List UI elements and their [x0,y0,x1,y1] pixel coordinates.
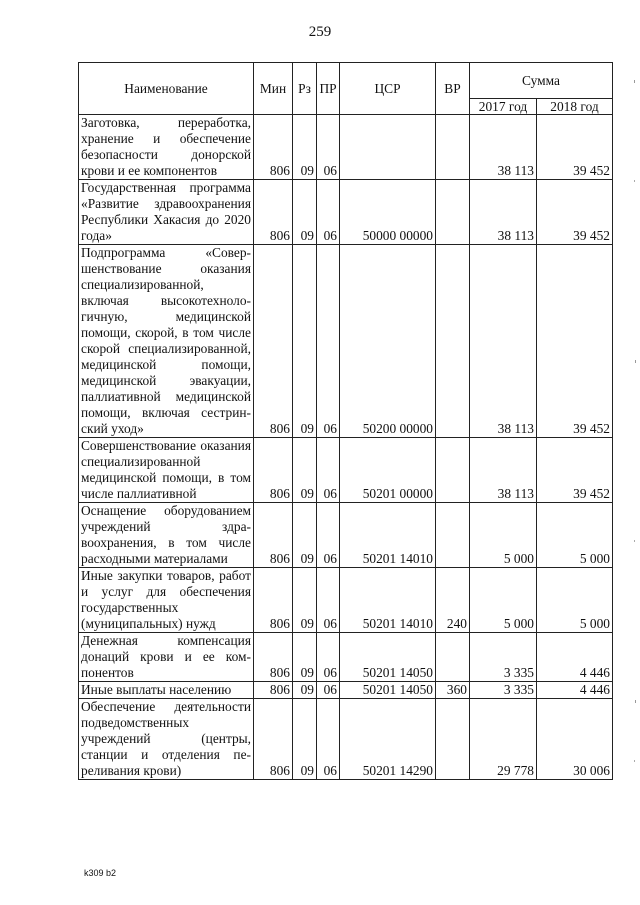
cell-sum-2018: 5 000 [537,503,613,568]
cell-sum-2017: 38 113 [470,245,537,438]
table-row [79,180,613,245]
cell-pr: 06 [317,633,340,682]
cell-sum-2017: 5 000 [470,503,537,568]
table-row [79,633,613,682]
cell-rz: 09 [293,180,317,245]
table-row [79,682,613,699]
cell-csr: 50201 14010 [340,568,436,633]
cell-rz: 09 [293,438,317,503]
cell-pr: 06 [317,245,340,438]
cell-sum-2017: 3 335 [470,682,537,699]
cell-csr: 50000 00000 [340,180,436,245]
table-body [79,115,613,780]
table-row [79,503,613,568]
cell-vr: 240 [436,568,470,633]
table-row [79,438,613,503]
cell-name: Иные закупки товаров, работ и услуг для обеспечения государственных (муниципальных) нужд [79,568,254,633]
cell-pr: 06 [317,438,340,503]
cell-name: Заготовка, переработка, хранение и обеспечение безопасности донорской крови и ее компонентов [79,115,254,180]
cell-min: 806 [254,245,293,438]
cell-min: 806 [254,115,293,180]
cell-sum-2017: 38 113 [470,115,537,180]
cell-pr: 06 [317,682,340,699]
table-row [79,568,613,633]
cell-vr [436,633,470,682]
cell-name: Иные выплаты населению [79,682,254,699]
cell-vr [436,438,470,503]
table-row [79,245,613,438]
cell-csr: 50201 14050 [340,633,436,682]
table-row [79,699,613,780]
cell-pr: 06 [317,699,340,780]
header-pr: ПР [317,63,340,115]
cell-pr: 06 [317,115,340,180]
cell-sum-2017: 38 113 [470,180,537,245]
cell-min: 806 [254,438,293,503]
cell-rz: 09 [293,568,317,633]
cell-csr: 50201 14010 [340,503,436,568]
cell-name: Денежная компенсация донаций крови и ее компонентов [79,633,254,682]
cell-sum-2018: 39 452 [537,245,613,438]
header-sum: Сумма [470,63,613,99]
cell-sum-2017: 5 000 [470,568,537,633]
cell-min: 806 [254,633,293,682]
cell-name: Обеспечение деятельности подведомственных учреждений (центры, станции и отделения переливания крови) [79,699,254,780]
cell-name: Оснащение оборудованием учреждений здравоохранения, в том числе расходными материалами [79,503,254,568]
cell-name: Подпрограмма «Совершенствование оказания специализированной, включая высокотехнологичную, медицинской помощи, скорой, в том числе скорой специализированной, медицинской помощи, медицинской эвакуации, паллиативной медицинской помощи, включая сестринский уход» [79,245,254,438]
cell-rz: 09 [293,245,317,438]
cell-sum-2017: 3 335 [470,633,537,682]
budget-table [78,62,613,780]
cell-min: 806 [254,180,293,245]
cell-vr [436,115,470,180]
cell-min: 806 [254,682,293,699]
cell-sum-2018: 30 006 [537,699,613,780]
cell-rz: 09 [293,682,317,699]
cell-vr: 360 [436,682,470,699]
header-year-2017: 2017 год [470,99,537,115]
cell-vr [436,503,470,568]
cell-rz: 09 [293,633,317,682]
header-min: Мин [254,63,293,115]
cell-min: 806 [254,503,293,568]
header-rz: Рз [293,63,317,115]
header-name: Наименование [79,63,254,115]
cell-rz: 09 [293,503,317,568]
cell-min: 806 [254,699,293,780]
cell-pr: 06 [317,503,340,568]
cell-csr: 50201 14290 [340,699,436,780]
cell-name: Государственная программа «Развитие здравоохранения Республики Хакасия до 2020 года» [79,180,254,245]
cell-sum-2018: 39 452 [537,438,613,503]
cell-vr [436,699,470,780]
cell-sum-2018: 5 000 [537,568,613,633]
cell-min: 806 [254,568,293,633]
cell-csr: 50201 14050 [340,682,436,699]
cell-vr [436,245,470,438]
table-header [79,63,613,115]
cell-sum-2018: 4 446 [537,682,613,699]
scan-specks [633,60,637,840]
cell-sum-2017: 38 113 [470,438,537,503]
cell-rz: 09 [293,699,317,780]
header-vr: ВР [436,63,470,115]
footer-code: k309 b2 [84,868,117,878]
cell-sum-2018: 4 446 [537,633,613,682]
cell-sum-2018: 39 452 [537,180,613,245]
header-csr: ЦСР [340,63,436,115]
page-number: 259 [308,24,332,40]
cell-sum-2018: 39 452 [537,115,613,180]
cell-name: Совершенствование оказания специализированной медицинской помощи, в том числе паллиативной [79,438,254,503]
header-year-2018: 2018 год [537,99,613,115]
cell-pr: 06 [317,180,340,245]
cell-vr [436,180,470,245]
cell-csr: 50201 00000 [340,438,436,503]
cell-pr: 06 [317,568,340,633]
table-row [79,115,613,180]
cell-sum-2017: 29 778 [470,699,537,780]
cell-csr [340,115,436,180]
cell-csr: 50200 00000 [340,245,436,438]
cell-rz: 09 [293,115,317,180]
